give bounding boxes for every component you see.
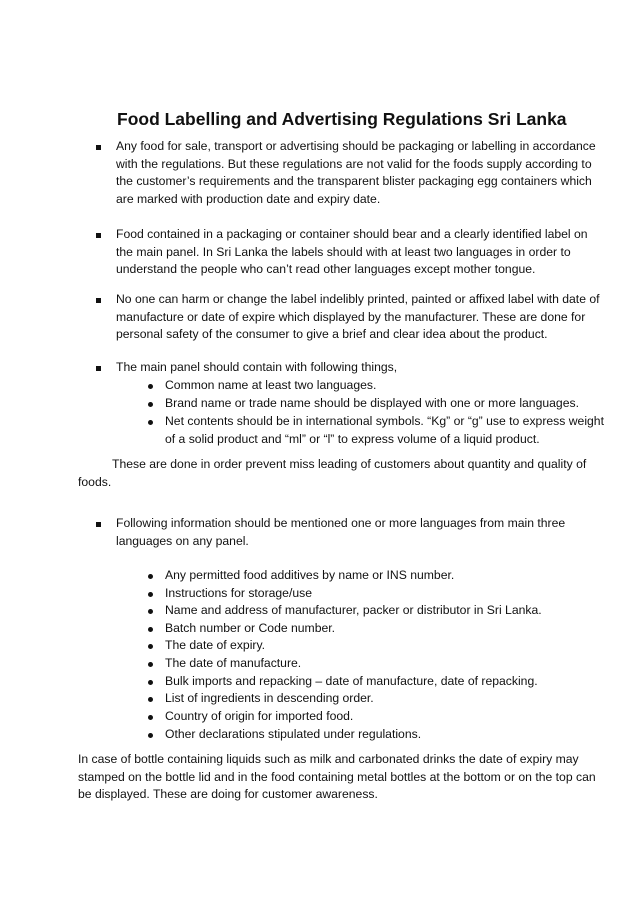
square-bullet-icon bbox=[96, 145, 101, 150]
round-bullet-icon bbox=[148, 680, 153, 685]
round-bullet-icon bbox=[148, 644, 153, 649]
info-item: The date of manufacture. bbox=[165, 656, 302, 670]
square-bullet-icon bbox=[96, 233, 101, 238]
square-bullet-icon bbox=[96, 522, 101, 527]
round-bullet-icon bbox=[148, 402, 153, 407]
round-bullet-icon bbox=[148, 592, 153, 597]
info-item: Name and address of manufacturer, packer or distributor in Sri Lanka. bbox=[165, 603, 542, 617]
round-bullet-icon bbox=[148, 715, 153, 720]
round-bullet-icon bbox=[148, 697, 153, 702]
bullet-text-3: No one can harm or change the label indelibly printed, painted or affixed label with date of manufacture or date of expire which displayed by the manufacturer. These are done for personal safety of the consumer to give a brief and clear idea about the product. bbox=[116, 292, 600, 342]
square-bullet-icon bbox=[96, 366, 101, 371]
info-item: Bulk imports and repacking – date of manufacture, date of repacking. bbox=[165, 674, 538, 688]
info-item: Country of origin for imported food. bbox=[165, 709, 354, 723]
round-bullet-icon bbox=[148, 574, 153, 579]
bullet-text-5: Following information should be mentioned one or more languages from main three languages on any panel. bbox=[116, 516, 566, 548]
info-item: The date of expiry. bbox=[165, 638, 266, 652]
bullet-text-4: The main panel should contain with following things, bbox=[116, 360, 398, 374]
round-bullet-icon bbox=[148, 609, 153, 614]
info-item: Batch number or Code number. bbox=[165, 621, 336, 635]
round-bullet-icon bbox=[148, 627, 153, 632]
round-bullet-icon bbox=[148, 662, 153, 667]
info-item: Other declarations stipulated under regulations. bbox=[165, 727, 422, 741]
round-bullet-icon bbox=[148, 384, 153, 389]
round-bullet-icon bbox=[148, 733, 153, 738]
round-bullet-icon bbox=[148, 420, 153, 425]
note-line: foods. bbox=[78, 475, 112, 489]
note-line: These are done in order prevent miss leading of customers about quantity and quality of bbox=[112, 457, 587, 471]
bullet-text-1: Any food for sale, transport or advertising should be packaging or labelling in accordance with the regulations. But these regulations are not valid for the foods supply according to the customer’s requirements and the transparent blister packaging egg containers which are marked with production date and expiry date. bbox=[116, 139, 596, 206]
main-panel-item: Net contents should be in international symbols. “Kg” or “g” use to express weight of a solid product and “ml” or “l” to express volume of a liquid product. bbox=[165, 414, 604, 446]
info-item: Any permitted food additives by name or INS number. bbox=[165, 568, 455, 582]
info-item: List of ingredients in descending order. bbox=[165, 691, 374, 705]
closing-paragraph: In case of bottle containing liquids such as milk and carbonated drinks the date of expiry may stamped on the bottle lid and in the food containing metal bottles at the bottom or on the top can be displayed. These are doing for customer awareness. bbox=[78, 752, 596, 802]
document-title: Food Labelling and Advertising Regulations Sri Lanka bbox=[117, 109, 567, 129]
main-panel-item: Brand name or trade name should be displayed with one or more languages. bbox=[165, 396, 579, 410]
square-bullet-icon bbox=[96, 298, 101, 303]
info-item: Instructions for storage/use bbox=[165, 586, 312, 600]
main-panel-item: Common name at least two languages. bbox=[165, 378, 377, 392]
bullet-text-2: Food contained in a packaging or container should bear and a clearly identified label on the main panel. In Sri Lanka the labels should with at least two languages in order to understand the people who can’t read other languages except mother tongue. bbox=[116, 227, 588, 277]
